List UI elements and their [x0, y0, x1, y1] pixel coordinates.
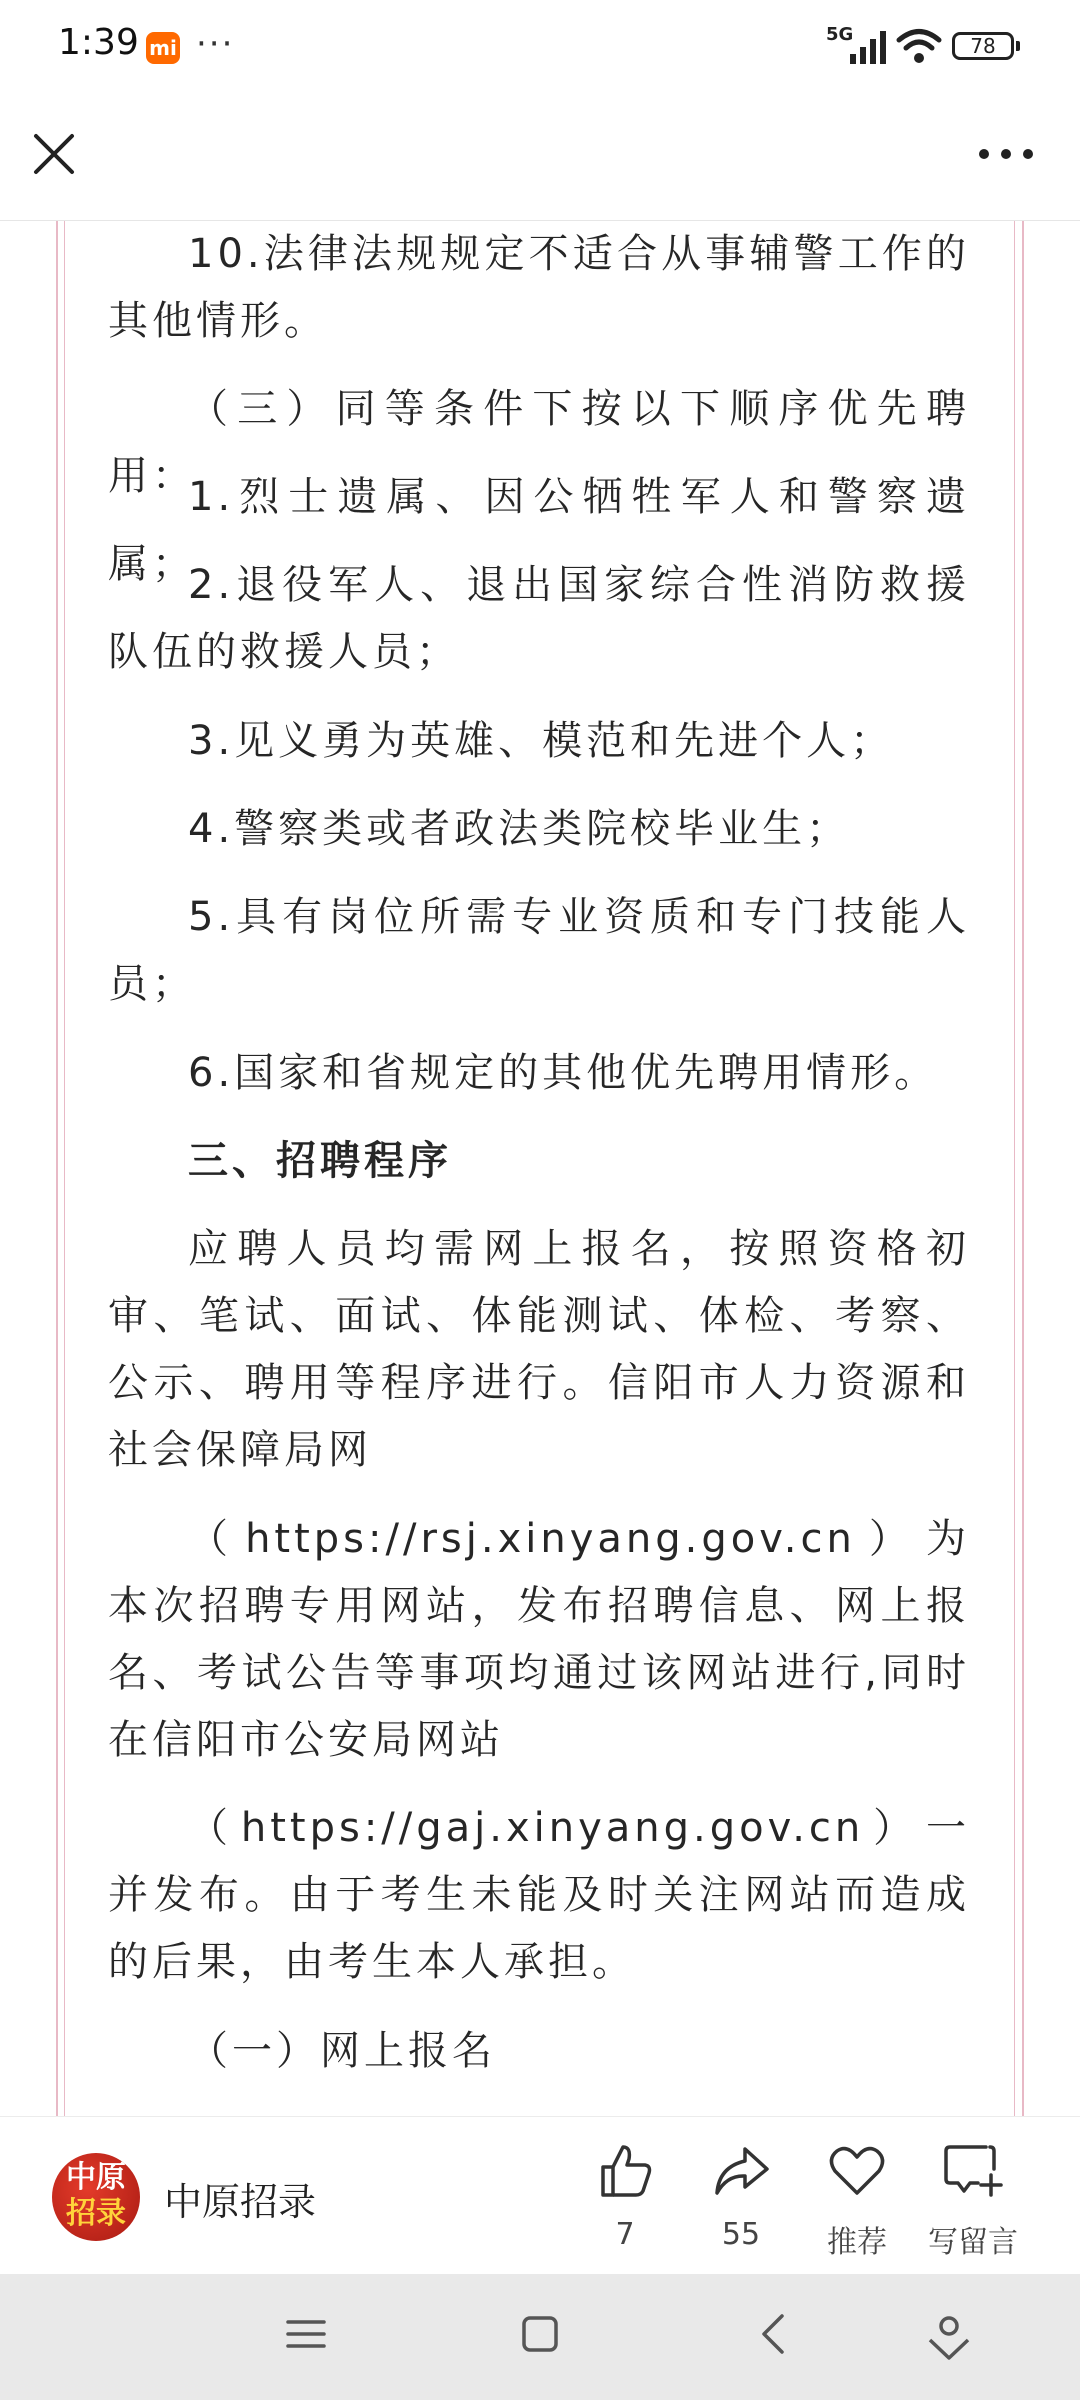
assistant-icon[interactable] — [924, 2312, 974, 2362]
mi-notification-icon: mi — [146, 32, 180, 64]
comment-button[interactable] — [918, 2141, 1028, 2261]
status-bar — [0, 0, 1080, 96]
nav-bar — [0, 96, 1080, 221]
frame-border-right-outer — [1022, 221, 1024, 2116]
recommend-label: 推荐 — [827, 2225, 887, 2260]
section-heading: 三、招聘程序 — [188, 1138, 452, 1184]
article-scroll-area[interactable] — [0, 221, 1080, 2116]
close-icon[interactable] — [22, 122, 86, 186]
more-notifications-icon: ··· — [196, 24, 235, 64]
heart-icon — [827, 2141, 887, 2201]
battery-tip — [1016, 41, 1020, 51]
paragraph: （一）网上报名 — [188, 2028, 496, 2074]
menu-icon[interactable] — [284, 2312, 328, 2356]
paragraph: 应聘人员均需网上报名，按照资格初审、笔试、面试、体能测试、体检、考察、公示、聘用等程序进行。信阳市人力资源和社会保障局网 — [108, 1226, 970, 1473]
like-button[interactable] — [570, 2141, 680, 2252]
home-icon[interactable] — [518, 2312, 562, 2356]
system-navigation-bar — [0, 2274, 1080, 2400]
frame-border-left-outer — [56, 221, 58, 2116]
share-button[interactable] — [686, 2141, 796, 2252]
paragraph-link-gaj[interactable]: （https://gaj.xinyang.gov.cn）一并发布。由于考生未能及时关注网站而造成的后果，由考生本人承担。 — [108, 1805, 970, 1985]
account-name[interactable]: 中原招录 — [164, 2180, 317, 2224]
status-time: 1:39 — [58, 22, 139, 63]
share-arrow-icon — [711, 2141, 771, 2201]
network-type-label: 5G — [826, 24, 854, 45]
back-icon[interactable] — [752, 2312, 796, 2356]
paragraph: 10.法律法规规定不适合从事辅警工作的其他情形。 — [108, 231, 970, 344]
paragraph: 4.警察类或者政法类院校毕业生； — [188, 806, 851, 852]
paragraph: 2.退役军人、退出国家综合性消防救援队伍的救援人员； — [108, 562, 970, 675]
cellular-signal-icon — [850, 30, 890, 64]
recommend-button[interactable] — [802, 2141, 912, 2261]
share-count: 55 — [721, 2217, 761, 2252]
paragraph: 3.见义勇为英雄、模范和先进个人； — [188, 718, 895, 764]
paragraph: 5.具有岗位所需专业资质和专门技能人员； — [108, 894, 970, 1007]
comment-add-icon — [942, 2141, 1004, 2201]
paragraph: 1.烈士遗属、因公牺牲军人和警察遗属； — [108, 474, 970, 587]
account-logo[interactable] — [52, 2153, 140, 2241]
thumbs-up-icon — [595, 2141, 655, 2201]
paragraph: 6.国家和省规定的其他优先聘用情形。 — [188, 1050, 939, 1096]
frame-border-right-inner — [1014, 221, 1015, 2116]
logo-text-bottom: 招录 — [66, 2196, 126, 2231]
logo-text-top: 中原 — [66, 2160, 126, 2195]
wifi-icon — [896, 28, 942, 64]
frame-border-left-inner — [64, 221, 65, 2116]
paragraph-link-rsj[interactable]: （https://rsj.xinyang.gov.cn）为本次招聘专用网站，发布招聘信息、网上报名、考试公告等事项均通过该网站进行,同时在信阳市公安局网站 — [108, 1516, 970, 1763]
article-action-bar — [0, 2116, 1080, 2275]
like-count: 7 — [615, 2217, 635, 2252]
comment-label: 写留言 — [928, 2225, 1018, 2260]
paragraph: （三）同等条件下按以下顺序优先聘用： — [108, 386, 970, 499]
more-horizontal-icon[interactable] — [966, 122, 1046, 186]
battery-icon: 78 — [952, 32, 1014, 60]
